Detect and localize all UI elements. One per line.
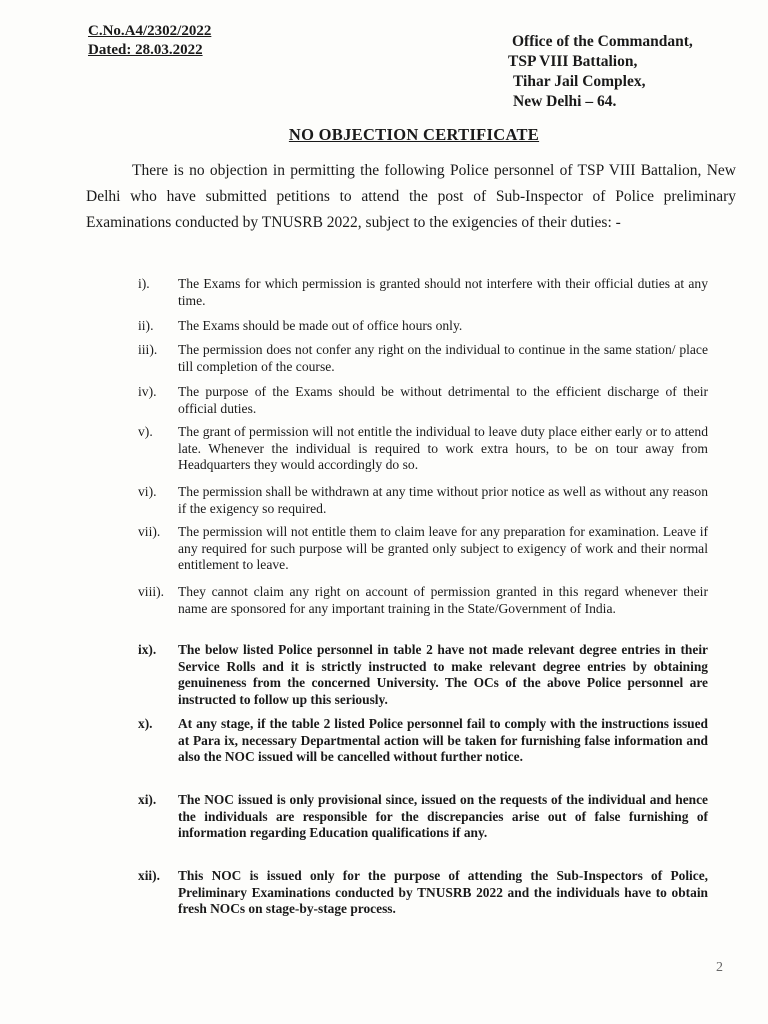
intro-text: There is no objection in permitting the following Police personnel of TSP VIII Battalion, New Delhi who have submitted petitions to attend the post of Sub-Inspector of Police preliminary Examinations conducted by TNUSRB 2022, subject to the exigencies of their duties: - — [86, 162, 736, 231]
condition-item — [138, 342, 708, 375]
page-number: 2 — [716, 960, 723, 975]
condition-item — [138, 868, 708, 918]
date-line: Dated: 28.03.2022 — [88, 42, 203, 58]
condition-text: This NOC is issued only for the purpose of attending the Sub-Inspectors of Police, Preliminary Examinations conducted by TNUSRB 2022 and the individuals have to obtain fresh NOCs on stage-by-stage process. — [178, 868, 708, 917]
condition-item — [138, 584, 708, 617]
condition-number: viii). — [138, 584, 165, 599]
condition-text: The Exams should be made out of office hours only. — [178, 318, 463, 333]
condition-number: iii). — [138, 342, 158, 357]
condition-number: i). — [138, 276, 150, 291]
office-line-3: Tihar Jail Complex, — [513, 73, 646, 90]
condition-text: They cannot claim any right on account of permission granted in this regard whenever their name are sponsored for any important training in the State/Government of India. — [178, 584, 708, 616]
condition-number: v). — [138, 424, 153, 439]
condition-text: The permission does not confer any right on the individual to continue in the same station/ place till completion of the course. — [178, 342, 708, 374]
office-address — [508, 32, 693, 112]
document-title-row — [0, 125, 768, 145]
condition-text: At any stage, if the table 2 listed Police personnel fail to comply with the instructions issued at Para ix, necessary Departmental action will be taken for furnishing false information and also the NOC issued will be cancelled without further notice. — [178, 716, 708, 765]
reference-block — [88, 22, 211, 60]
condition-number: xi). — [138, 792, 157, 807]
condition-text: The NOC issued is only provisional since, issued on the requests of the individual and hence the individuals are responsible for the discrepancies arise out of false furnishing of information regarding Education qualifications if any. — [178, 792, 708, 841]
condition-item — [138, 792, 708, 842]
condition-text: The grant of permission will not entitle the individual to leave duty place either early or to attend late. Whenever the individual is required to work extra hours, to be on tour away from Headquarters they would accordingly do so. — [178, 424, 708, 473]
condition-number: ii). — [138, 318, 154, 333]
condition-item — [138, 424, 708, 474]
reference-number: C.No.A4/2302/2022 — [88, 23, 212, 39]
condition-number: ix). — [138, 642, 157, 657]
condition-number: x). — [138, 716, 153, 731]
condition-item — [138, 524, 708, 574]
condition-text: The purpose of the Exams should be without detrimental to the efficient discharge of their official duties. — [178, 384, 708, 416]
condition-text: The Exams for which permission is granted should not interfere with their official duties at any time. — [178, 276, 708, 308]
condition-item — [138, 276, 708, 309]
condition-item — [138, 642, 708, 708]
condition-text: The below listed Police personnel in table 2 have not made relevant degree entries in their Service Rolls and it is strictly instructed to make relevant degree entries by obtaining genuineness from the concerned University. The OCs of the above Police personnel are instructed to follow up this seriously. — [178, 642, 708, 707]
office-line-2: TSP VIII Battalion, — [508, 53, 638, 70]
condition-item — [138, 716, 708, 766]
intro-paragraph — [86, 158, 736, 236]
condition-number: vii). — [138, 524, 161, 539]
document-title: NO OBJECTION CERTIFICATE — [288, 125, 540, 144]
condition-number: xii). — [138, 868, 160, 883]
condition-item — [138, 318, 708, 335]
condition-text: The permission shall be withdrawn at any time without prior notice as well as without any reason if the exigency so required. — [178, 484, 708, 516]
office-line-1: Office of the Commandant, — [512, 33, 693, 50]
condition-text: The permission will not entitle them to claim leave for any preparation for examination. Leave if any required for such purpose will be granted only subject to exigency of work and their normal entitlement to leave. — [178, 524, 708, 573]
condition-number: vi). — [138, 484, 157, 499]
condition-item — [138, 484, 708, 517]
condition-number: iv). — [138, 384, 157, 399]
condition-item — [138, 384, 708, 417]
office-line-4: New Delhi – 64. — [513, 93, 617, 110]
